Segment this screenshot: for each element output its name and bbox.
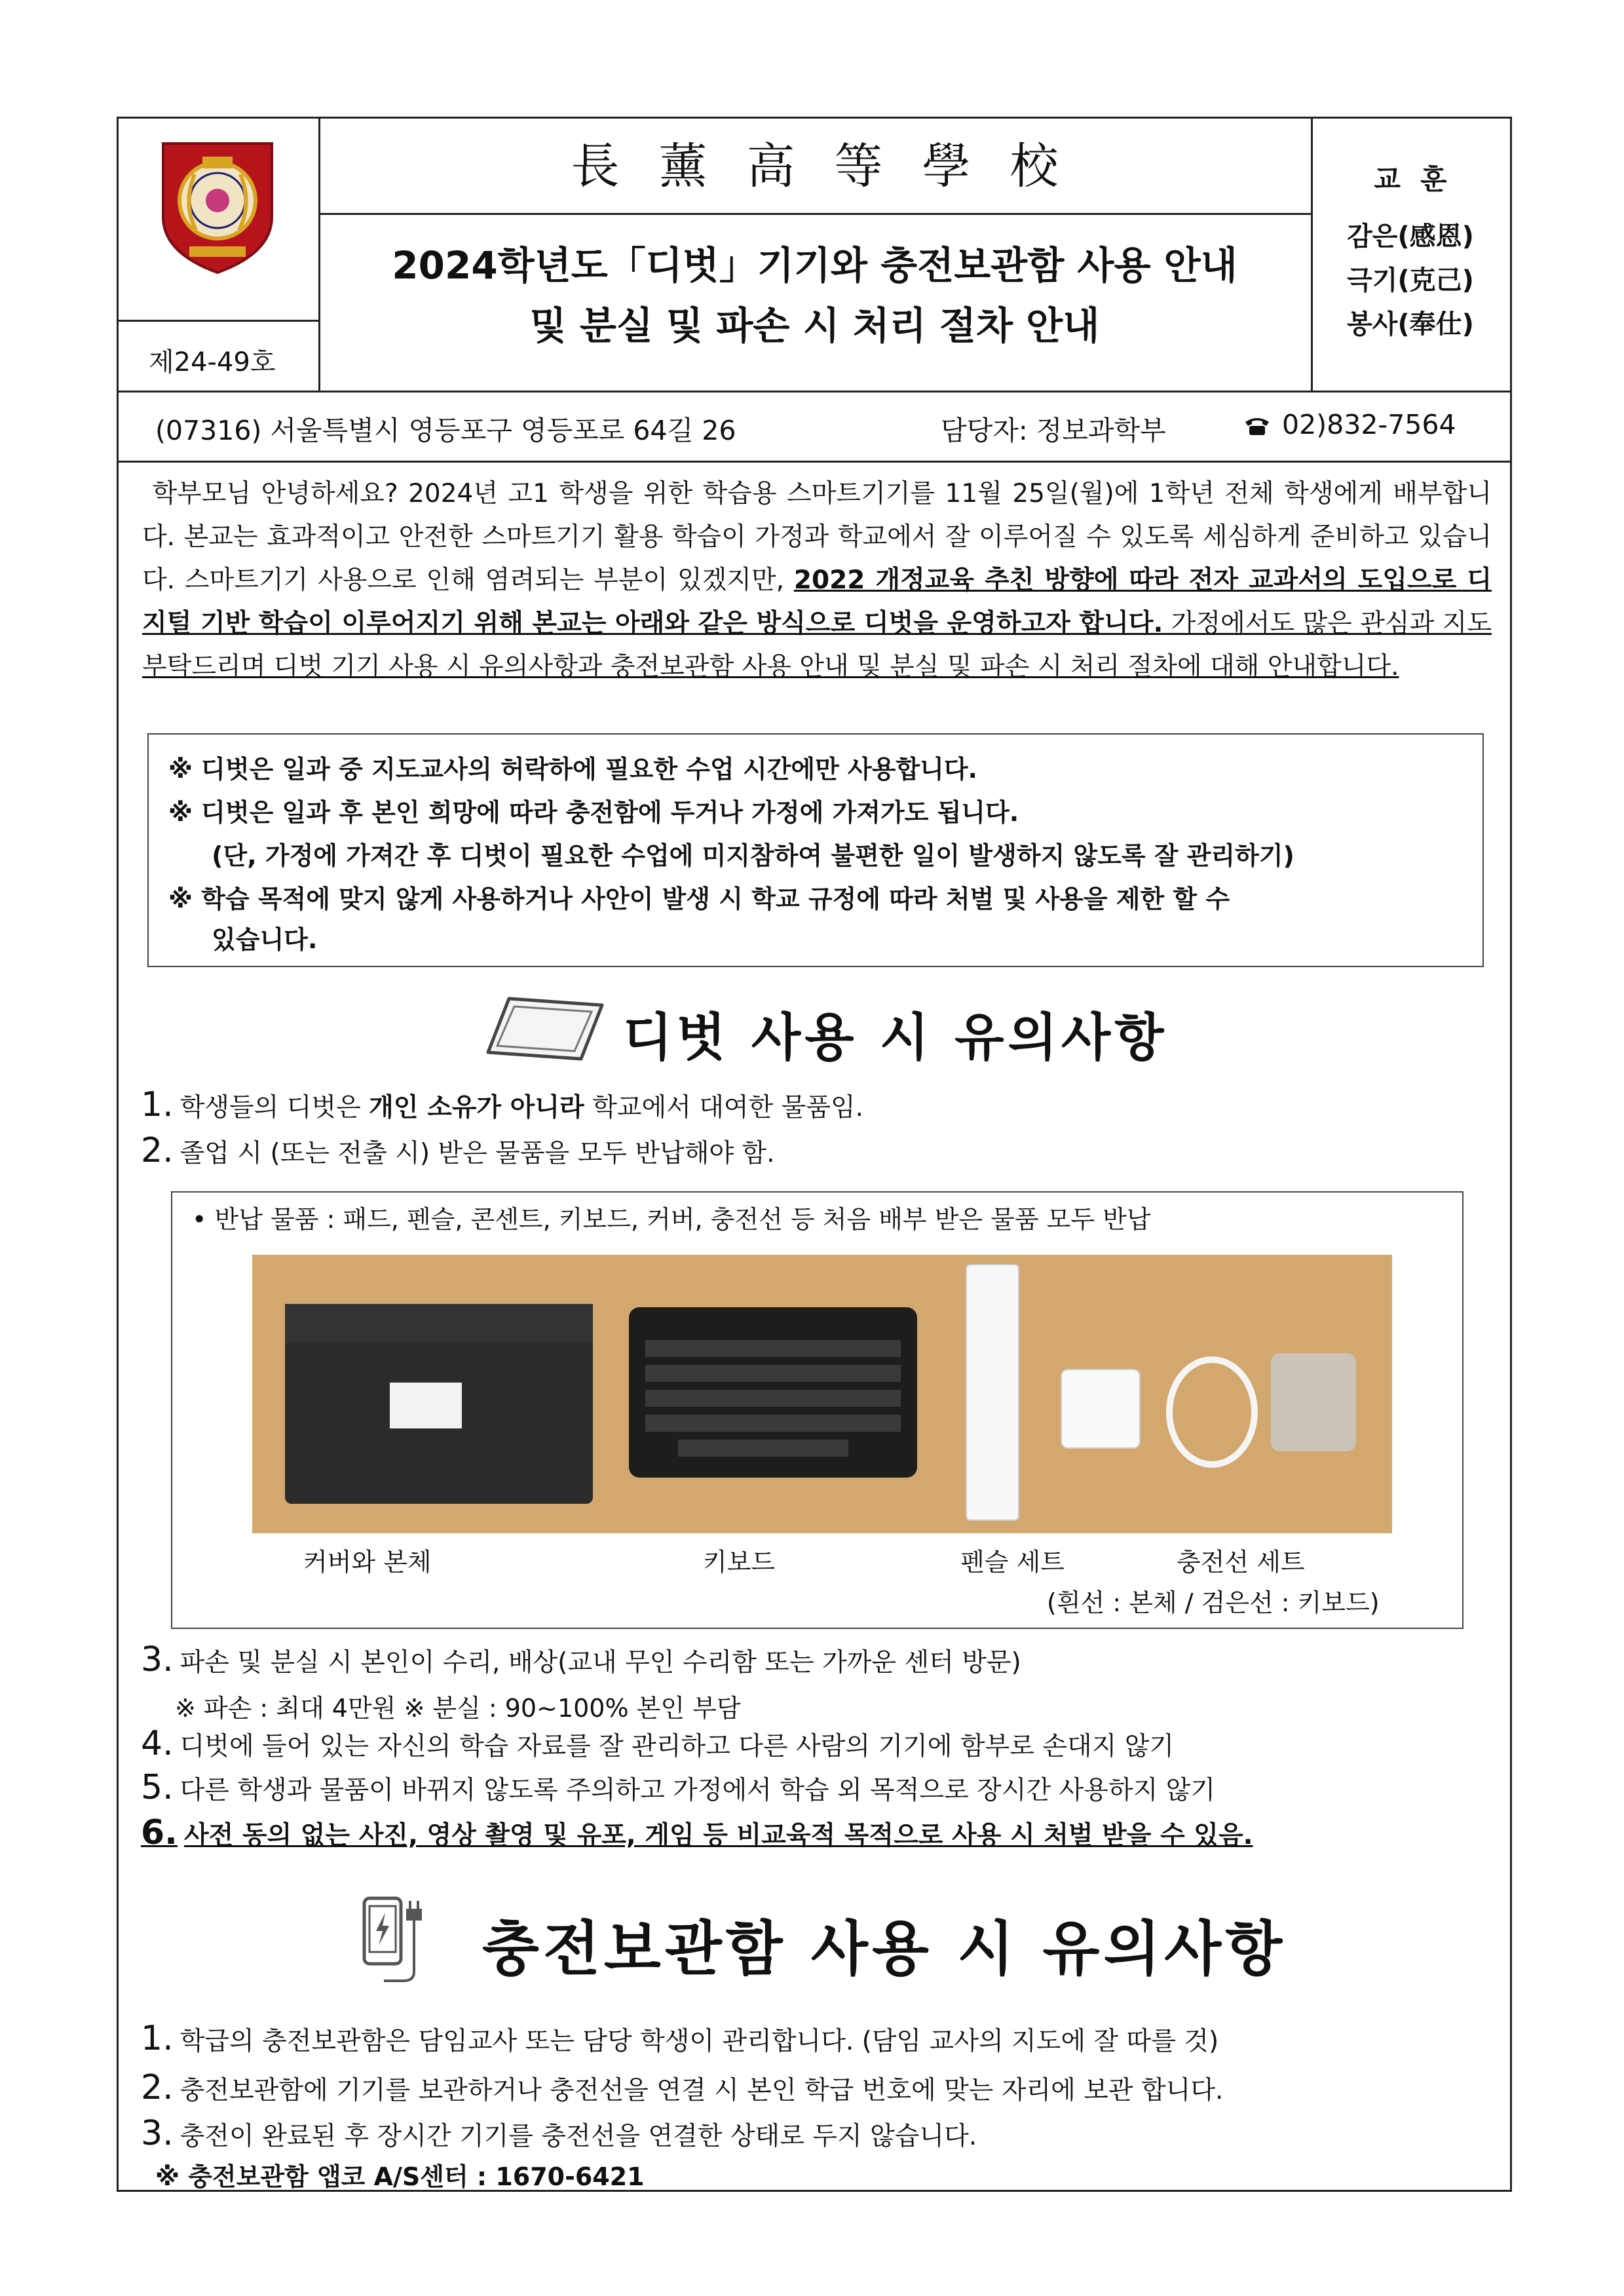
- item-text: 파손 및 분실 시 본인이 수리, 배상(교내 무인 수리함 또는 가까운 센터 방문): [179, 1648, 1021, 1677]
- item-text: 졸업 시 (또는 전출 시) 받은 물품을 모두 반납해야 함.: [179, 1139, 775, 1168]
- service-center-note: ※ 충전보관함 앱코 A/S센터 : 1670-6421: [155, 2162, 645, 2191]
- school-name: 長薰高等學校: [318, 119, 1311, 215]
- phone-number: 02)832-7564: [1282, 409, 1456, 440]
- notice-box: [147, 733, 1484, 967]
- telephone-icon: [1243, 414, 1272, 436]
- usage-item-5: [141, 1768, 1215, 1807]
- item-number: 3.: [141, 2114, 174, 2153]
- caption-cover-body: 커버와 본체: [303, 1548, 432, 1577]
- intro-emphasis: 2022 개정교육 추친 방향에 따라 전자 교과서의 도입으로 디지털 기반 학습이 이루어지기 위해 본교는 아래와 같은 방식으로 디벗을 운영하고자 합니다.: [142, 565, 1492, 638]
- caption-cable-set: 충전선 세트: [1177, 1548, 1305, 1577]
- intro-paragraph: [142, 472, 1492, 689]
- motto-heading: 교훈: [1374, 163, 1467, 195]
- motto-cell: [1311, 119, 1510, 391]
- doc-number: 제24-49호: [149, 347, 276, 377]
- contact-person: 담당자: 정보과학부: [941, 415, 1166, 446]
- caption-keyboard: 키보드: [703, 1548, 776, 1577]
- item-number: 6.: [141, 1813, 178, 1852]
- notice-line-1: ※ 디벗은 일과 중 지도교사의 허락하에 필요한 수업 시간에만 사용합니다.: [168, 755, 977, 784]
- cable-color-note: (흰선 : 본체 / 검은선 : 키보드): [1047, 1588, 1380, 1617]
- item-emphasis: 개인 소유가 아니라: [369, 1093, 584, 1122]
- usage-item-6: [141, 1813, 1253, 1852]
- notice-line-4: ※ 학습 목적에 맞지 않게 사용하거나 사안이 발생 시 학교 규정에 따라 처벌 및 사용을 제한 할 수: [168, 885, 1230, 913]
- document-page: [117, 117, 1512, 2192]
- item-text: 학교에서 대여한 물품임.: [584, 1093, 864, 1122]
- usage-item-1: [141, 1085, 863, 1124]
- item-number: 2.: [141, 2068, 174, 2107]
- logo-cell: [119, 119, 320, 391]
- item-number: 3.: [141, 1640, 174, 1679]
- notice-line-2: ※ 디벗은 일과 후 본인 희망에 따라 충전함에 두거나 가정에 가져가도 됩니다.: [168, 798, 1019, 827]
- caption-pencil-set: 펜슬 세트: [960, 1548, 1065, 1577]
- item-text: 충전보관함에 기기를 보관하거나 충전선을 연결 시 본인 학급 번호에 맞는 자리에 보관 합니다.: [179, 2076, 1224, 2105]
- motto-service: 봉사(奉仕): [1347, 309, 1474, 339]
- device-kit-photo: [252, 1255, 1392, 1533]
- return-items-text: • 반납 물품 : 패드, 펜슬, 콘센트, 키보드, 커버, 충전선 등 처음 배부 받은 물품 모두 반납: [192, 1205, 1151, 1234]
- notice-line-3: (단, 가정에 가져간 후 디벗이 필요한 수업에 미지참하여 불편한 일이 발생하지 않도록 잘 관리하기): [168, 841, 1294, 870]
- charging-phone-icon: [358, 1894, 430, 1986]
- item-text: 다른 학생과 물품이 바뀌지 않도록 주의하고 가정에서 학습 외 목적으로 장시간 사용하지 않기: [179, 1776, 1216, 1805]
- motto-gratitude: 감은(感恩): [1347, 221, 1474, 252]
- title-cell: [318, 119, 1313, 391]
- item-text: 디벗에 들어 있는 자신의 학습 자료를 잘 관리하고 다른 사람의 기기에 함부로 손대지 않기: [179, 1732, 1175, 1761]
- item-number: 5.: [141, 1768, 174, 1807]
- item-number: 4.: [141, 1724, 174, 1763]
- usage-item-4: [141, 1724, 1174, 1763]
- cabinet-item-1: [141, 2019, 1218, 2058]
- section-2-title: 충전보관함 사용 시 유의사항: [482, 1915, 1287, 1983]
- title-line-1: 2024학년도「디벗」기기와 충전보관함 사용 안내: [392, 243, 1237, 288]
- damage-cost-note: ※ 파손 : 최대 4만원 ※ 분실 : 90~100% 본인 부담: [175, 1694, 741, 1723]
- school-address: (07316) 서울특별시 영등포구 영등포로 64길 26: [155, 415, 736, 446]
- intro-text-1: 학부모님 안녕하세요? 2024년 고1 학생을 위한 학습용 스마트기기를 11월 25일(월)에 1학년 전체 학생에게 배부합니다. 본교는 효과적이고 안전한 스마트기기 활용 학습이 가정과 학교에서 잘 이루어질 수 있도록 세심하게 준비하고 있습니다. 스마트기기 사용으로 인해 염려되는 부분이 있겠지만,: [142, 479, 1492, 595]
- header: [119, 119, 1510, 392]
- usage-item-3: [141, 1640, 1021, 1679]
- item-text: 학급의 충전보관함은 담임교사 또는 담당 학생이 관리합니다. (담임 교사의 지도에 잘 따를 것): [179, 2027, 1219, 2056]
- cabinet-item-3: [141, 2114, 977, 2153]
- return-items-box: [171, 1191, 1463, 1629]
- usage-item-2: [141, 1131, 775, 1170]
- motto-self-control: 극기(克己): [1347, 265, 1474, 296]
- item-text: 사전 동의 없는 사진, 영상 촬영 및 유포, 게임 등 비교육적 목적으로 사용 시 처벌 받을 수 있음.: [183, 1821, 1253, 1850]
- school-emblem-icon: [157, 138, 278, 276]
- tablet-icon: [483, 993, 607, 1065]
- title-line-2: 및 분실 및 파손 시 처리 절차 안내: [529, 303, 1100, 348]
- device-kit-illustration: [252, 1255, 1392, 1533]
- contact-phone: [1243, 409, 1456, 440]
- intro-text-2: 가정에서도 많은 관심과 지도 부탁드리며 디벗 기기 사용 시 유의사항과 충전보관함 사용 안내 및 분실 및 파손 시 처리 절차에 대해 안내합니다.: [142, 609, 1492, 681]
- section-1-title: 디벗 사용 시 유의사항: [623, 1008, 1168, 1067]
- item-number: 2.: [141, 1131, 174, 1170]
- item-number: 1.: [141, 1085, 174, 1124]
- item-text: 충전이 완료된 후 장시간 기기를 충전선을 연결한 상태로 두지 않습니다.: [179, 2122, 977, 2151]
- item-text: 학생들의 디벗은: [179, 1093, 369, 1122]
- notice-line-5: 있습니다.: [168, 925, 318, 954]
- cabinet-item-2: [141, 2068, 1223, 2107]
- contact-row: [119, 391, 1510, 463]
- item-number: 1.: [141, 2019, 174, 2058]
- document-title: [318, 235, 1311, 356]
- doc-number-row: [119, 320, 318, 392]
